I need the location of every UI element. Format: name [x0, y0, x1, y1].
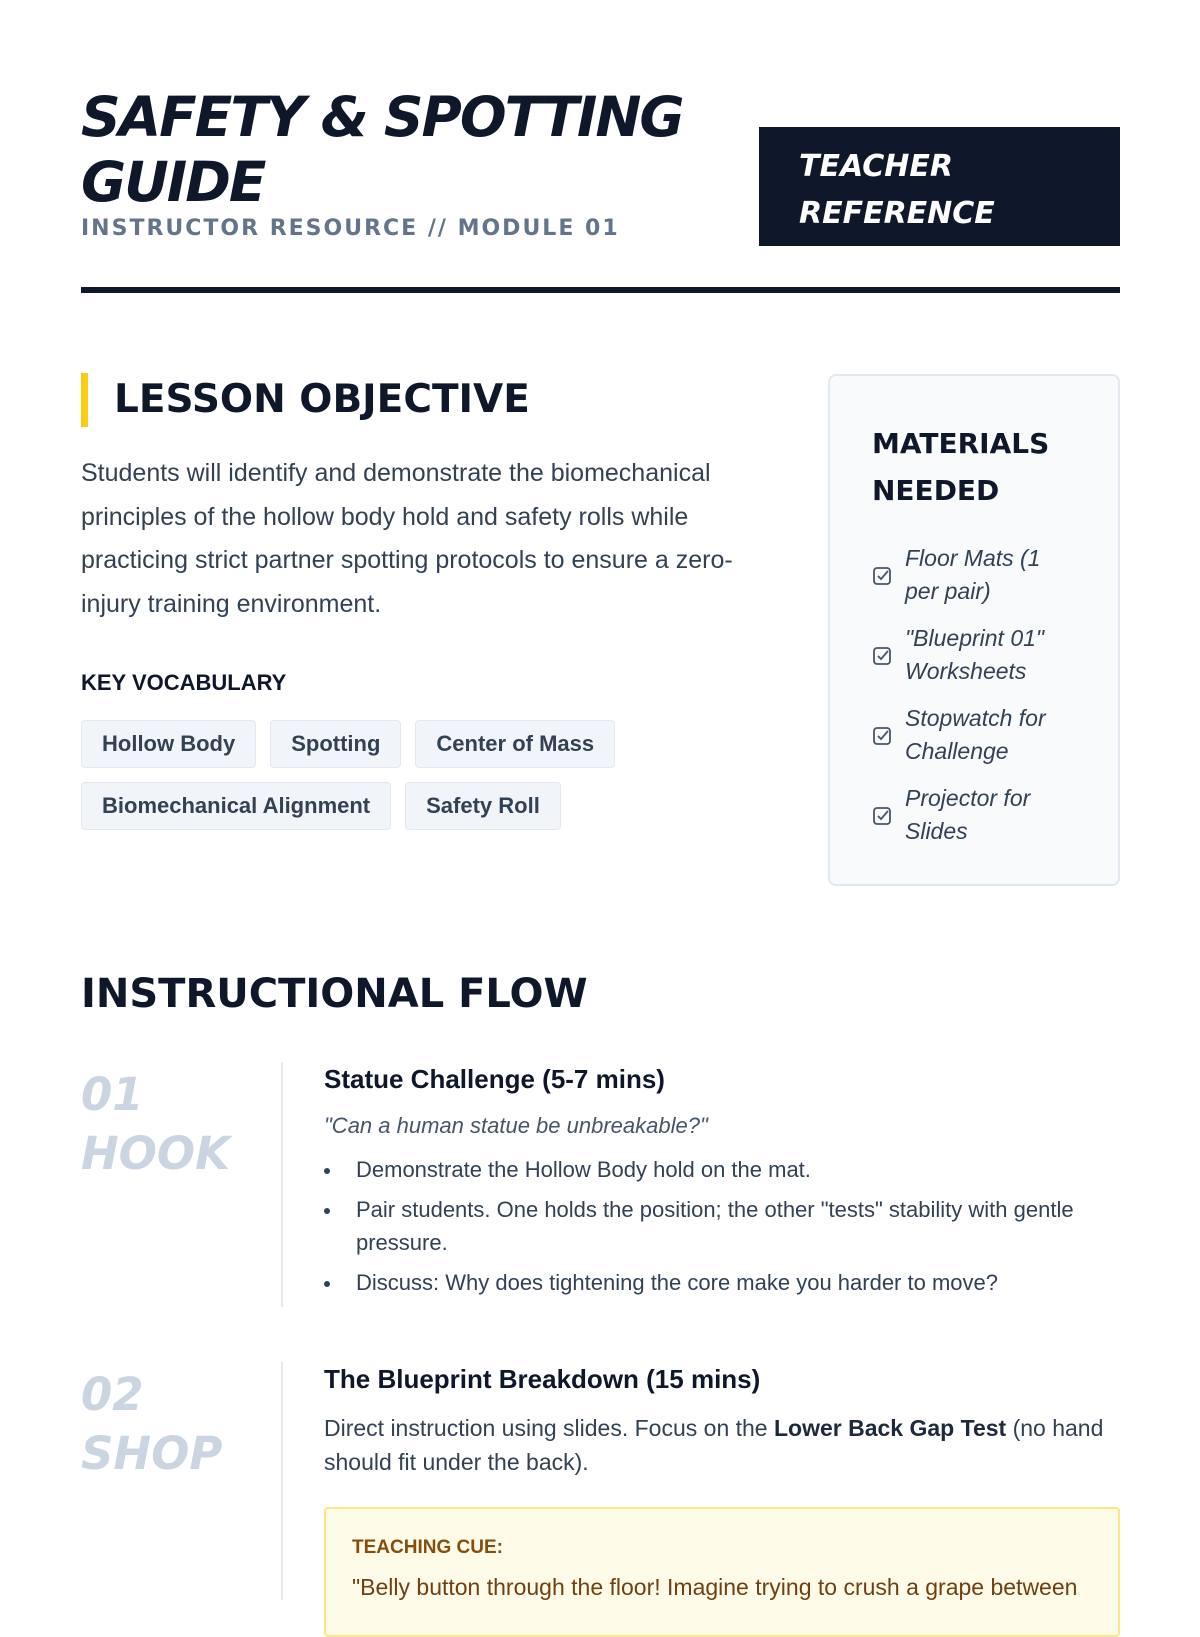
checkbox-icon: [872, 566, 892, 586]
step-body-hook: [324, 1063, 1120, 1306]
vocabulary-heading: KEY VOCABULARY: [81, 670, 287, 695]
step-number: 01: [81, 1068, 144, 1121]
step-phase: HOOK: [81, 1127, 231, 1180]
vocabulary-chips: [81, 720, 721, 844]
step-body-shop: [324, 1363, 1120, 1637]
instructional-flow-heading: INSTRUCTIONAL FLOW: [81, 971, 588, 1017]
materials-list: [872, 542, 1082, 862]
list-item: Demonstrate the Hollow Body hold on the mat.: [324, 1153, 1120, 1186]
step-divider: [281, 1362, 283, 1600]
material-label: Stopwatch for Challenge: [905, 705, 1046, 764]
checkbox-icon: [872, 726, 892, 746]
page-title: SAFETY & SPOTTING GUIDE: [81, 85, 683, 214]
objective-accent-bar: [81, 373, 88, 427]
teaching-cue-box: [324, 1507, 1120, 1637]
material-item: [872, 542, 1082, 622]
material-label: Projector for Slides: [905, 785, 1031, 844]
vocab-chip: Biomechanical Alignment: [81, 782, 391, 830]
vocab-chip: Center of Mass: [415, 720, 615, 768]
materials-title: MATERIALS NEEDED: [872, 427, 1050, 507]
step-number: 02: [81, 1368, 144, 1421]
step-phase: SHOP: [81, 1427, 223, 1480]
teaching-cue-text: "Belly button through the floor! Imagine trying to crush a grape between: [352, 1574, 1078, 1600]
step-description-text: Direct instruction using slides. Focus on the: [324, 1415, 774, 1441]
step-description-text: (no hand should fit under the back).: [324, 1415, 1104, 1475]
step-quote: "Can a human statue be unbreakable?": [324, 1113, 708, 1138]
materials-panel: [828, 374, 1120, 886]
teacher-reference-badge: TEACHER REFERENCE: [759, 127, 1120, 246]
guide-page: [81, 0, 1120, 1600]
vocab-chip: Spotting: [270, 720, 401, 768]
list-item: Discuss: Why does tightening the core make you harder to move?: [324, 1266, 1120, 1299]
vocab-chip: Safety Roll: [405, 782, 561, 830]
vocab-chip: Hollow Body: [81, 720, 256, 768]
step-title: The Blueprint Breakdown (15 mins): [324, 1364, 761, 1394]
material-item: [872, 702, 1082, 782]
list-item: Pair students. One holds the position; the other "tests" stability with gentle pressure.: [324, 1193, 1120, 1259]
objective-heading: LESSON OBJECTIVE: [114, 377, 530, 422]
material-item: [872, 782, 1082, 862]
step-divider: [281, 1062, 283, 1307]
header-divider: [81, 287, 1120, 293]
step-label-hook: [81, 1065, 230, 1183]
step-description-emphasis: Lower Back Gap Test: [773, 1415, 1007, 1441]
material-item: [872, 622, 1082, 702]
step-bullet-list: [324, 1153, 1120, 1299]
step-description: [324, 1411, 1120, 1479]
step-label-shop: [81, 1365, 222, 1483]
objective-text: Students will identify and demonstrate the biomechanical principles of the hollow body hold and safety rolls while practicing strict partner spotting protocols to ensure a zero-injury training environment.: [81, 459, 733, 618]
material-label: "Blueprint 01" Worksheets: [905, 625, 1045, 684]
checkbox-icon: [872, 806, 892, 826]
teaching-cue-label: TEACHING CUE:: [352, 1537, 503, 1558]
checkbox-icon: [872, 646, 892, 666]
step-title: Statue Challenge (5-7 mins): [324, 1064, 665, 1094]
page-subtitle: INSTRUCTOR RESOURCE // MODULE 01: [81, 216, 620, 241]
material-label: Floor Mats (1 per pair): [905, 545, 1041, 604]
